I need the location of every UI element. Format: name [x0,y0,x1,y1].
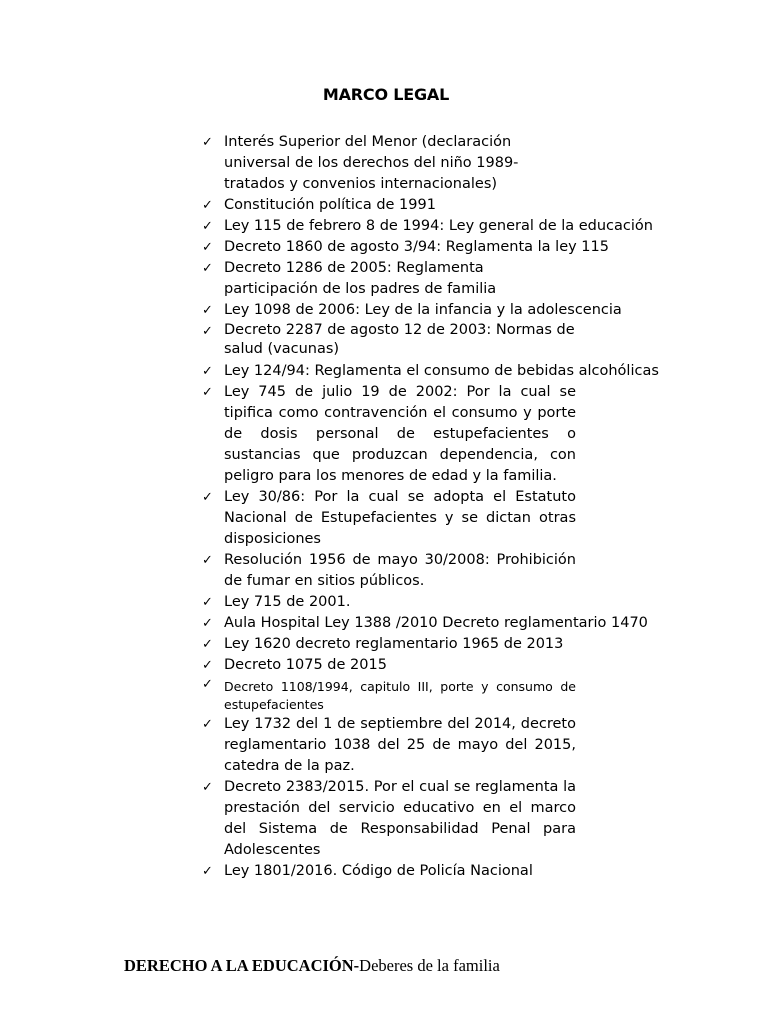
page-title: MARCO LEGAL [322,85,450,104]
list-item [202,321,576,361]
checkmark-icon: ✓ [202,490,213,505]
list-item-text: Decreto 2287 de agosto 12 de 2003: Normas de salud (vacunas) [224,322,575,357]
list-item-text: Ley 1732 del 1 de septiembre del 2014, decreto reglamentario 1038 del 25 de mayo del 2015, catedra de la paz. [224,716,576,774]
list-item [202,861,576,882]
list-item [202,300,622,321]
list-item [202,550,576,592]
list-item-text: Ley 1801/2016. Código de Policía Nacional [224,863,533,879]
list-item [202,237,609,258]
checkmark-icon: ✓ [202,658,213,673]
checkmark-icon: ✓ [202,198,213,213]
checkmark-icon: ✓ [202,637,213,652]
checkmark-icon: ✓ [202,261,213,276]
list-item [202,613,648,634]
list-item-text: Ley 745 de julio 19 de 2002: Por la cual se tipifica como contravención el consumo y porte de dosis personal de estupefacientes o sustancias que produzcan dependencia, con peligro para los menores de edad y la familia. [224,384,576,484]
list-item-text: Ley 30/86: Por la cual se adopta el Estatuto Nacional de Estupefacientes y se dictan otras disposiciones [224,489,576,547]
list-item-text: Ley 124/94: Reglamenta el consumo de bebidas alcohólicas [224,363,659,379]
list-item [202,195,576,216]
list-item [202,258,514,300]
list-item [202,676,576,714]
list-item-text: Ley 1620 decreto reglamentario 1965 de 2013 [224,636,564,652]
checkmark-icon: ✓ [202,385,213,400]
list-item-text: Ley 715 de 2001. [224,594,351,610]
list-item-text: Ley 1098 de 2006: Ley de la infancia y la adolescencia [224,302,622,318]
list-item [202,382,576,487]
list-item-text: Decreto 1860 de agosto 3/94: Reglamenta la ley 115 [224,239,609,255]
list-item [202,634,576,655]
list-item-text: Resolución 1956 de mayo 30/2008: Prohibición de fumar en sitios públicos. [224,552,576,589]
list-item-text: Decreto 2383/2015. Por el cual se reglamenta la prestación del servicio educativo en el marco del Sistema de Responsabilidad Penal para Adolescentes [224,779,576,858]
list-item [202,655,576,676]
checkmark-icon: ✓ [202,240,213,255]
list-item-text: Decreto 1286 de 2005: Reglamenta participación de los padres de familia [224,260,497,297]
list-item [202,777,576,861]
section-heading-bold: DERECHO A LA EDUCACIÓN- [124,956,360,975]
section-heading-rest: Deberes de la familia [359,956,500,975]
checkmark-icon: ✓ [202,780,213,795]
checkmark-icon: ✓ [202,135,213,150]
list-item [202,361,659,382]
list-item-text: Decreto 1108/1994, capitulo III, porte y consumo de estupefacientes [224,679,576,712]
checkmark-icon: ✓ [202,553,213,568]
list-item-text: Decreto 1075 de 2015 [224,657,387,673]
legal-framework-list [202,132,659,882]
checkmark-icon: ✓ [202,303,213,318]
checkmark-icon: ✓ [202,324,213,339]
list-item-text: Constitución política de 1991 [224,197,436,213]
checkmark-icon: ✓ [202,595,213,610]
checkmark-icon: ✓ [202,677,213,692]
list-item [202,216,653,237]
checkmark-icon: ✓ [202,616,213,631]
checkmark-icon: ✓ [202,864,213,879]
checkmark-icon: ✓ [202,717,213,732]
list-item-text: Aula Hospital Ley 1388 /2010 Decreto reglamentario 1470 [224,615,648,631]
checkmark-icon: ✓ [202,219,213,234]
list-item [202,132,524,195]
list-item-text: Interés Superior del Menor (declaración universal de los derechos del niño 1989- tratados y convenios internacionales) [224,134,519,192]
list-item [202,592,576,613]
list-item [202,714,576,777]
section-heading [124,956,500,976]
list-item [202,487,576,550]
list-item-text: Ley 115 de febrero 8 de 1994: Ley general de la educación [224,218,653,234]
checkmark-icon: ✓ [202,364,213,379]
